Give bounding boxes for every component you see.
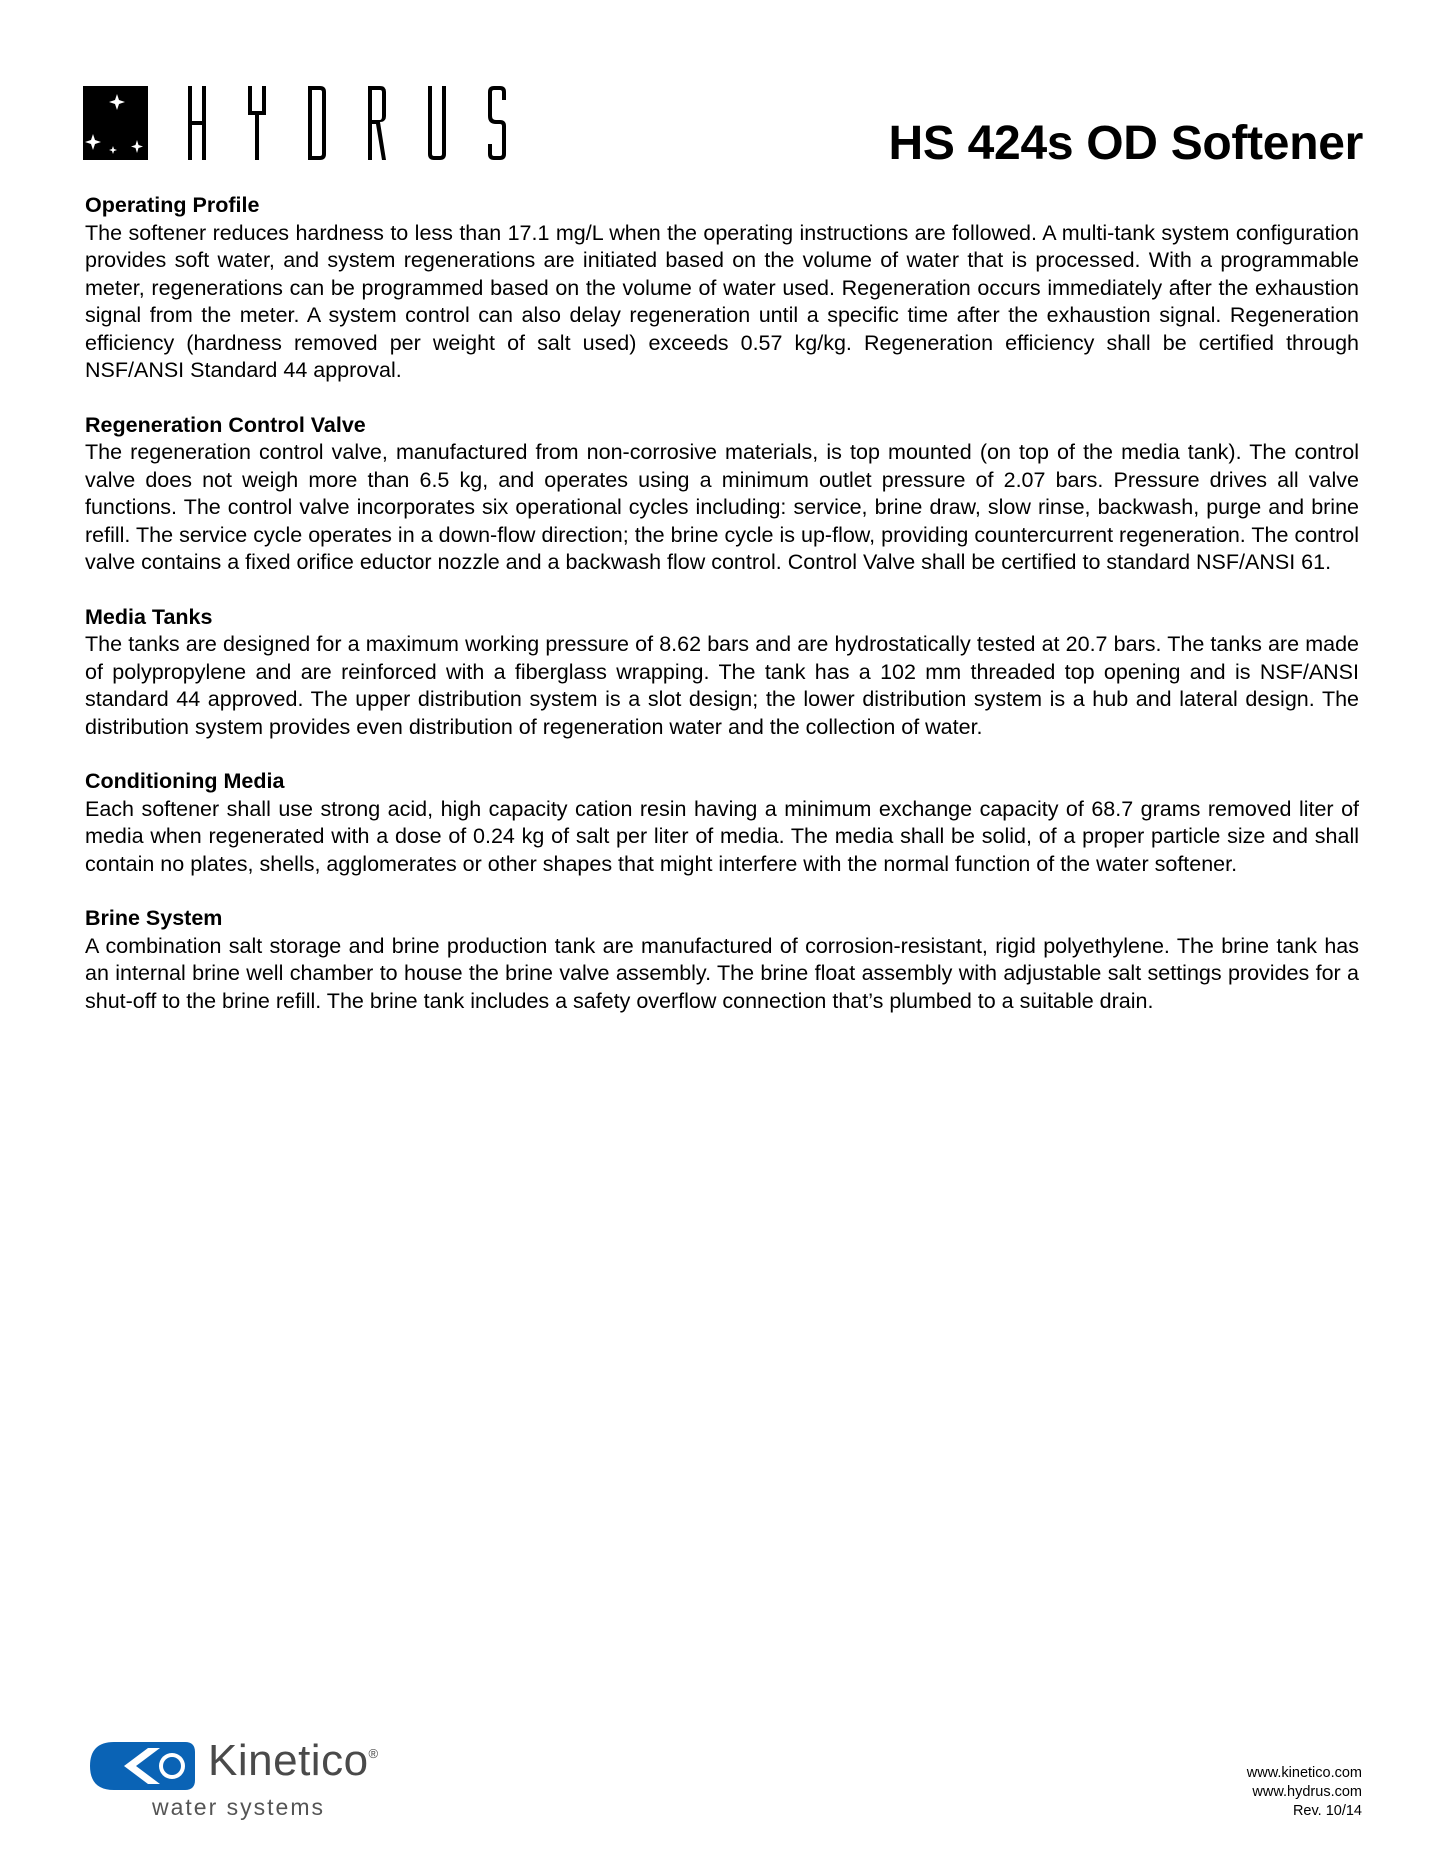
section-regeneration-control-valve (85, 412, 1359, 577)
document-body (85, 192, 1359, 1042)
wordmark-letter-y (248, 86, 266, 160)
website-hydrus-link[interactable]: www.hydrus.com (1252, 1784, 1362, 1800)
section-body: The tanks are designed for a maximum working pressure of 8.62 bars and are hydrostatically tested at 20.7 bars. The tanks are made of polypropylene and are reinforced with a fiberglass wrapping. The tank has a 102 mm threaded top opening and is NSF/ANSI standard 44 approved. The upper distribution system is a slot design; the lower distribution system is a hub and lateral design. The distribution system provides even distribution of regeneration water and the collection of water. (85, 632, 1359, 739)
kinetico-swoosh-icon (90, 1742, 195, 1790)
section-body: Each softener shall use strong acid, high capacity cation resin having a minimum exchange capacity of 68.7 grams removed liter of media when regenerated with a dose of 0.24 kg of salt per liter of media. The media shall be solid, of a proper particle size and shall contain no plates, shells, agglomerates or other shapes that might interfere with the normal function of the water softener. (85, 796, 1359, 876)
wordmark-letter-h (188, 86, 206, 160)
section-heading: Brine System (85, 906, 223, 930)
section-heading: Media Tanks (85, 604, 213, 629)
wordmark-letter-d (308, 86, 326, 160)
section-conditioning-media (85, 768, 1359, 878)
section-body: The regeneration control valve, manufactured from non-corrosive materials, is top mounted (on top of the media tank). The control valve does not weigh more than 6.5 kg, and operates using a minimum outlet pressure of 2.07 bars. Pressure drives all valve functions. The control valve incorporates six operational cycles including: service, brine draw, slow rinse, backwash, purge and brine refill. The service cycle operates in a down-flow direction; the brine cycle is up-flow, providing countercurrent regeneration. The control valve contains a fixed orifice eductor nozzle and a backwash flow control. Control Valve shall be certified to standard NSF/ANSI 61. (85, 440, 1359, 574)
section-heading: Regeneration Control Valve (85, 412, 366, 437)
document-header (83, 86, 1363, 170)
registered-mark: ® (368, 1746, 379, 1761)
wordmark-letter-r (368, 86, 386, 160)
kinetico-name: Kinetico® (208, 1736, 379, 1785)
section-body: The softener reduces hardness to less than 17.1 mg/L when the operating instructions are followed. A multi-tank system configuration provides soft water, and system regenerations are initiated based on the volume of water that is processed. With a programmable meter, regenerations can be programmed based on the volume of water used. Regeneration occurs immediately after the exhaustion signal from the meter. A system control can also delay regeneration until a specific time after the exhaustion signal. Regeneration efficiency (hardness removed per weight of salt used) exceeds 0.57 kg/kg. Regeneration efficiency shall be certified through NSF/ANSI Standard 44 approval. (85, 220, 1359, 382)
wordmark-letter-u (428, 86, 446, 160)
section-heading: Operating Profile (85, 193, 260, 217)
website-kinetico-link[interactable]: www.kinetico.com (1246, 1765, 1362, 1781)
wordmark-letter-s (488, 86, 506, 160)
section-media-tanks (85, 604, 1359, 742)
section-heading: Conditioning Media (85, 769, 285, 793)
footer-info (1247, 1764, 1362, 1821)
section-brine-system (85, 905, 1359, 1015)
kinetico-tagline: water systems (152, 1794, 325, 1820)
section-operating-profile (85, 192, 1359, 385)
hydrus-star-logo-icon (83, 86, 148, 160)
section-body: A combination salt storage and brine production tank are manufactured of corrosion-resistant, rigid polyethylene. The brine tank has an internal brine well chamber to house the brine valve assembly. The brine float assembly with adjustable salt settings provides for a shut-off to the brine refill. The brine tank includes a safety overflow connection that’s plumbed to a suitable drain. (85, 933, 1359, 1013)
kinetico-logo (90, 1736, 410, 1822)
revision-label: Rev. 10/14 (1292, 1803, 1362, 1819)
document-title: HS 424s OD Softener (888, 117, 1363, 170)
hydrus-wordmark (188, 86, 548, 160)
